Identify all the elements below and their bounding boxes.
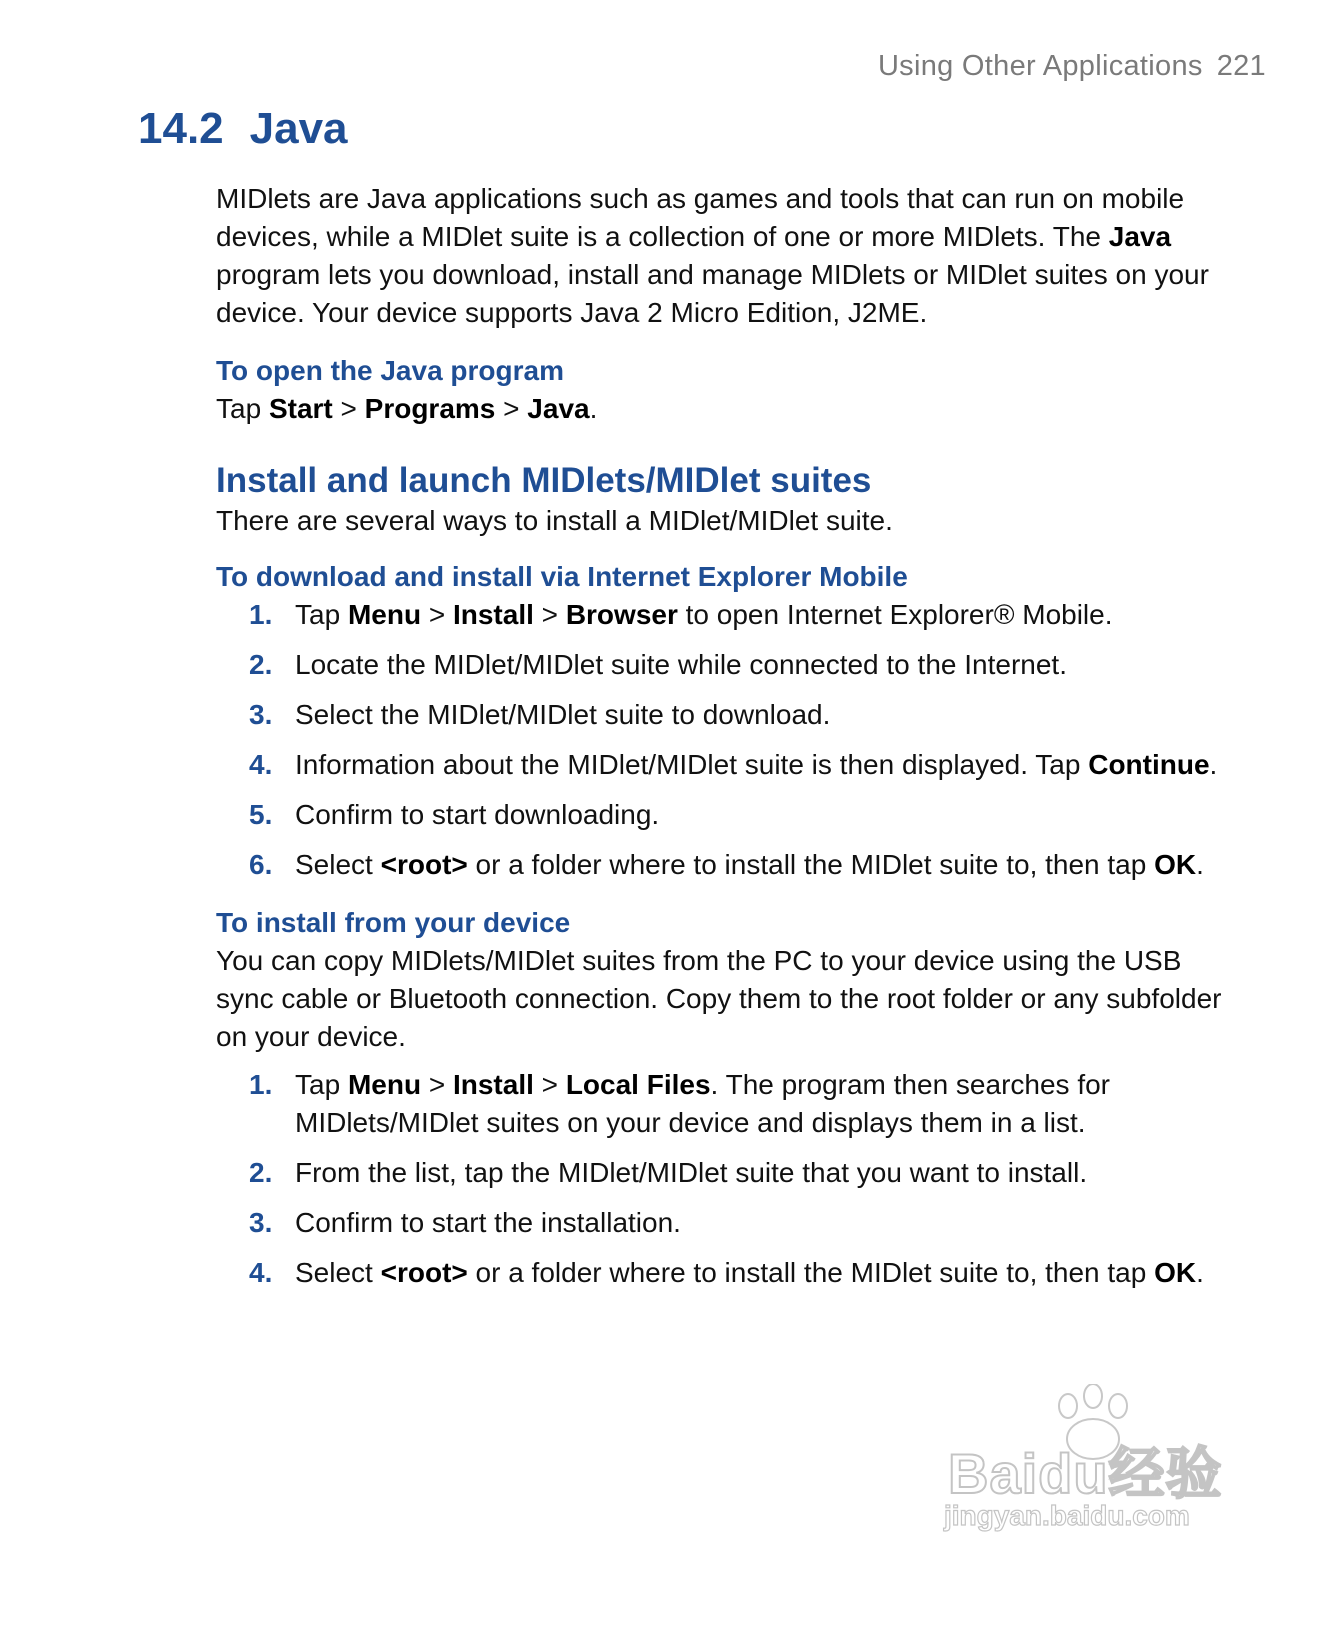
step-number: 2. bbox=[249, 1157, 273, 1188]
watermark-url: jingyan.baidu.com bbox=[944, 1500, 1190, 1531]
install-launch-text: There are several ways to install a MIDlet/MIDlet suite. bbox=[216, 505, 893, 536]
step-number: 2. bbox=[249, 649, 273, 680]
download-steps-list bbox=[216, 596, 1226, 884]
intro-text-2: program lets you download, install and manage MIDlets or MIDlet suites on your device. Your device supports Java 2 Micro Edition, J2ME. bbox=[216, 259, 1209, 328]
list-item: 5. Confirm to start downloading. bbox=[216, 796, 1226, 834]
section-number: 14.2 bbox=[138, 104, 224, 153]
step-number: 1. bbox=[249, 1069, 273, 1100]
list-item: 1. Tap Menu > Install > Browser to open Internet Explorer® Mobile. bbox=[216, 596, 1226, 634]
step-number: 1. bbox=[249, 599, 273, 630]
page-number: 221 bbox=[1216, 50, 1266, 82]
install-device-text: You can copy MIDlets/MIDlet suites from the PC to your device using the USB sync cable or Bluetooth connection. Copy them to the root folder or any subfolder on your device. bbox=[216, 945, 1222, 1052]
device-steps-list bbox=[216, 1066, 1226, 1292]
list-item: 3. Select the MIDlet/MIDlet suite to download. bbox=[216, 696, 1226, 734]
step-number: 4. bbox=[249, 749, 273, 780]
open-java-instruction: Tap Start > Programs > Java. bbox=[216, 393, 598, 424]
section-title-text: Java bbox=[249, 104, 348, 153]
list-item: 4. Information about the MIDlet/MIDlet suite is then displayed. Tap Continue. bbox=[216, 746, 1226, 784]
step-number: 6. bbox=[249, 849, 273, 880]
running-title: Using Other Applications bbox=[877, 50, 1203, 82]
install-launch-heading: Install and launch MIDlets/MIDlet suites bbox=[216, 461, 872, 500]
list-item: 3. Confirm to start the installation. bbox=[216, 1204, 1226, 1242]
list-item: 1. Tap Menu > Install > Local Files. The program then searches for MIDlets/MIDlet suites on your device and displays them in a list. bbox=[216, 1066, 1226, 1142]
list-item: 4. Select <root> or a folder where to install the MIDlet suite to, then tap OK. bbox=[216, 1254, 1226, 1292]
step-number: 3. bbox=[249, 1207, 273, 1238]
list-item: 6. Select <root> or a folder where to install the MIDlet suite to, then tap OK. bbox=[216, 846, 1226, 884]
step-number: 5. bbox=[249, 799, 273, 830]
intro-text-1: MIDlets are Java applications such as games and tools that can run on mobile devices, while a MIDlet suite is a collection of one or more MIDlets. The bbox=[216, 183, 1185, 252]
step-number: 3. bbox=[249, 699, 273, 730]
open-java-heading: To open the Java program bbox=[216, 355, 564, 386]
running-header bbox=[878, 50, 1266, 83]
list-item: 2. From the list, tap the MIDlet/MIDlet suite that you want to install. bbox=[216, 1154, 1226, 1192]
download-install-heading: To download and install via Internet Explorer Mobile bbox=[216, 561, 908, 592]
step-number: 4. bbox=[249, 1257, 273, 1288]
intro-bold-java: Java bbox=[1108, 221, 1172, 252]
baidu-watermark bbox=[938, 1384, 1258, 1544]
section-title bbox=[138, 104, 348, 154]
list-item: 2. Locate the MIDlet/MIDlet suite while connected to the Internet. bbox=[216, 646, 1226, 684]
watermark-logo: Baidu经验 bbox=[948, 1442, 1223, 1505]
install-device-heading: To install from your device bbox=[216, 907, 571, 938]
page-content bbox=[216, 180, 1226, 1292]
intro-paragraph bbox=[216, 180, 1226, 332]
